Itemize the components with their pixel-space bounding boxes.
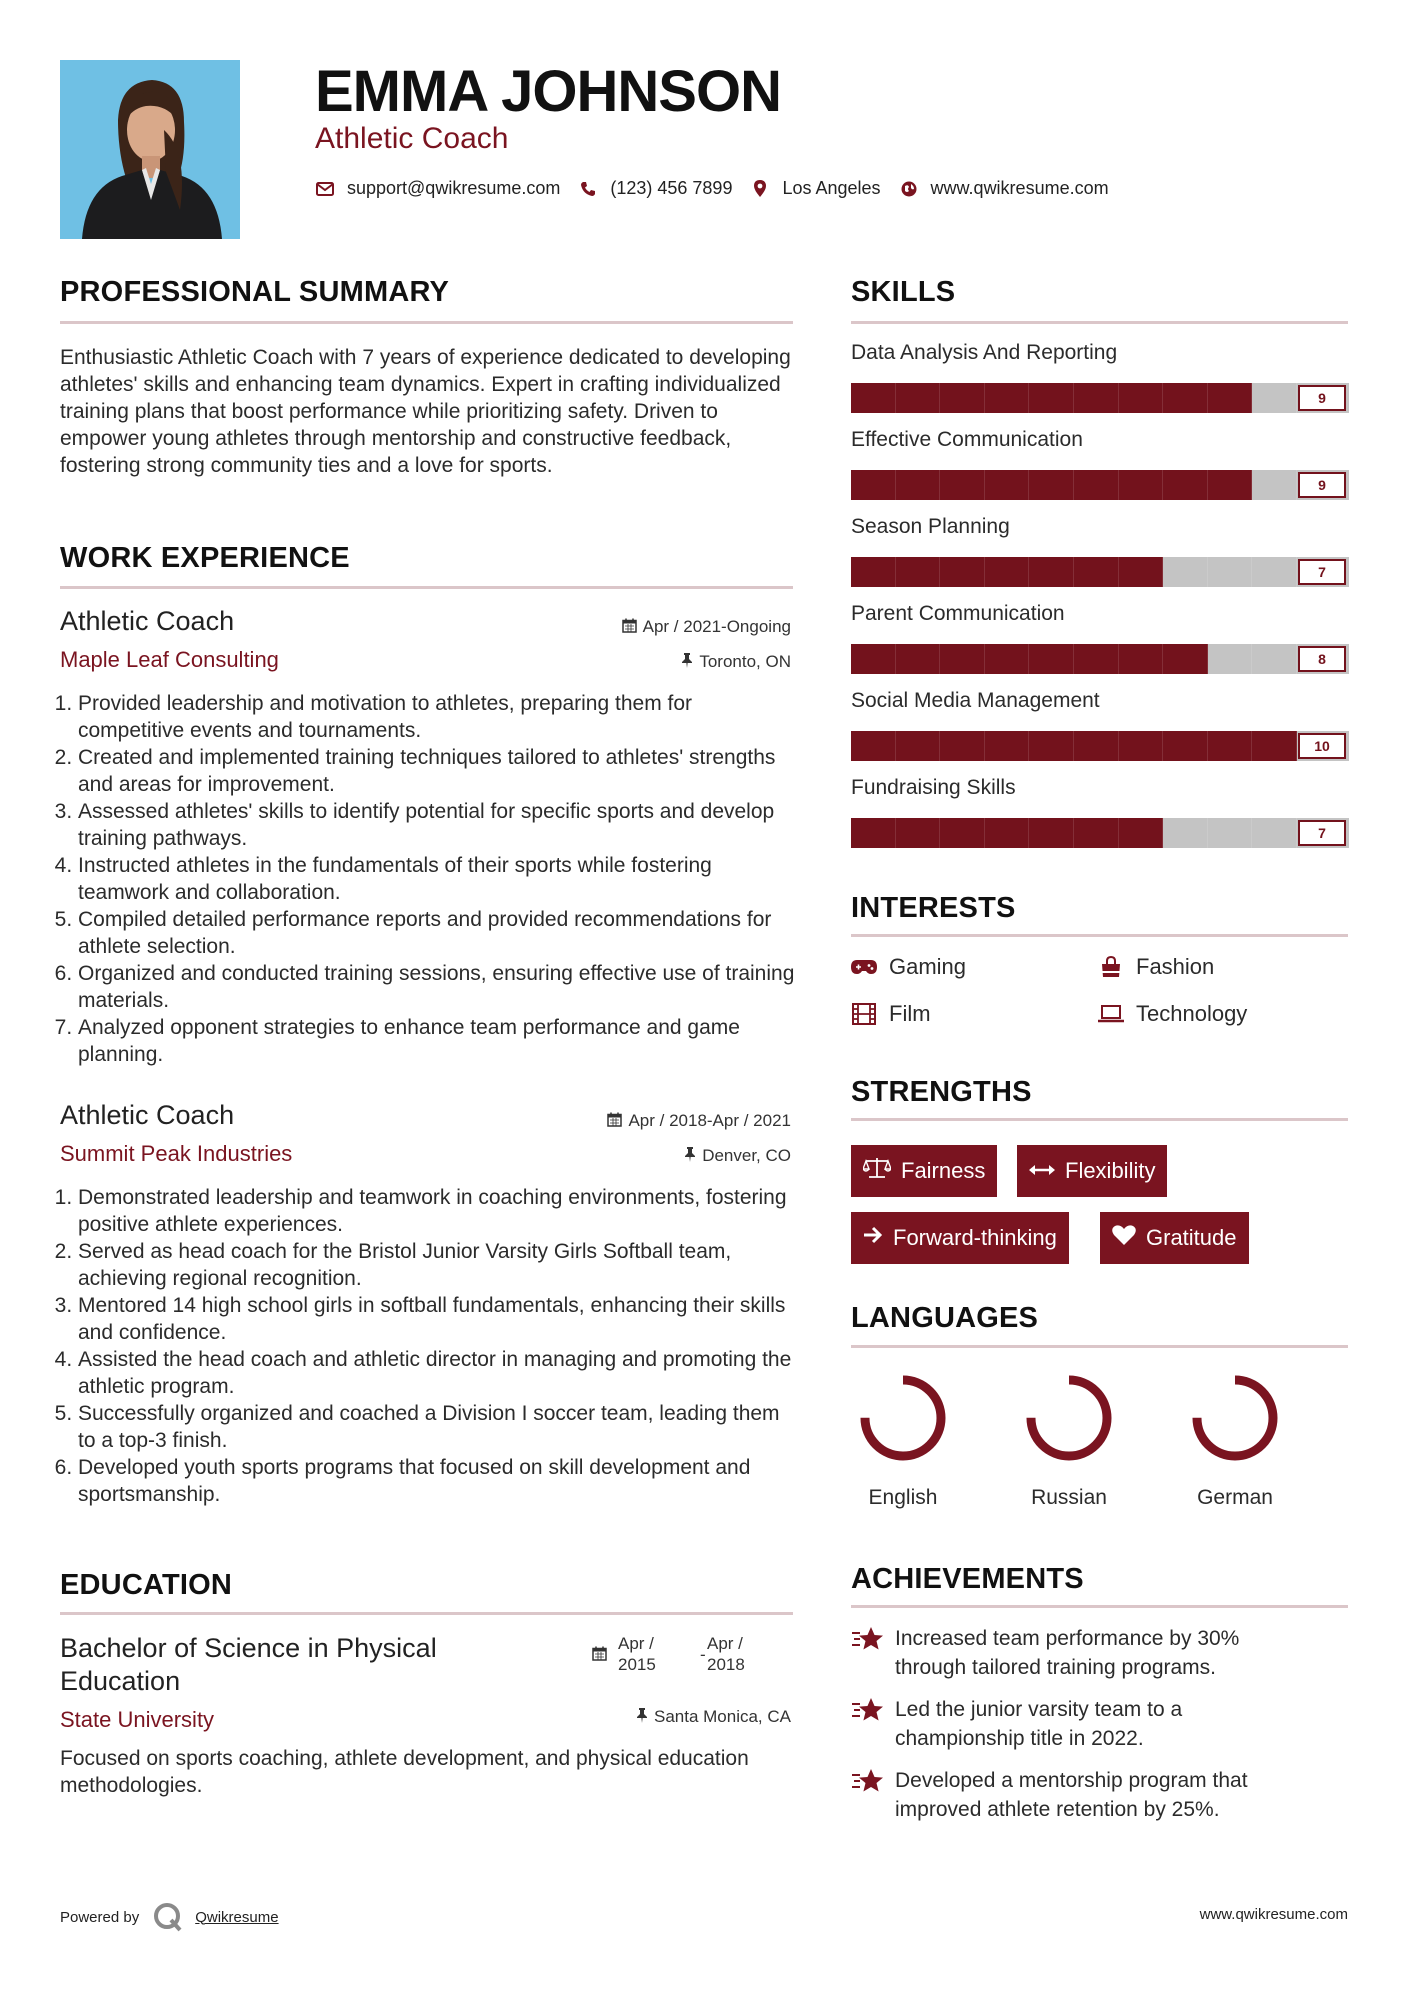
skill-bar-segment bbox=[940, 731, 985, 761]
list-item: 6. Organized and conducted training sessions, ensuring effective use of training materials. bbox=[78, 960, 795, 1014]
skill-bar bbox=[851, 557, 1349, 587]
powered-by-label: Powered by bbox=[60, 1908, 140, 1926]
job-location-text: Toronto, ON bbox=[699, 652, 791, 671]
degree-title bbox=[60, 1632, 437, 1698]
language-label: German bbox=[1197, 1486, 1273, 1509]
list-item: 3. Mentored 14 high school girls in softball fundamentals, enhancing their skills and confidence. bbox=[78, 1292, 795, 1346]
job-location bbox=[684, 1146, 791, 1166]
skill-bar-segment bbox=[1163, 470, 1208, 500]
skill-bar-segment bbox=[1074, 383, 1119, 413]
skill-bar-segment bbox=[851, 383, 896, 413]
skill-bar-segment bbox=[1252, 731, 1297, 761]
strength-label: Fairness bbox=[901, 1158, 986, 1183]
skill-bar-segment bbox=[1074, 470, 1119, 500]
date-dash: - bbox=[700, 1645, 706, 1664]
calendar-icon bbox=[622, 618, 637, 637]
skill-bar-segment bbox=[1074, 644, 1119, 674]
skill-name: Social Media Management bbox=[851, 689, 1100, 712]
skill-bar-segment bbox=[896, 644, 941, 674]
skill-bar-segment bbox=[985, 818, 1030, 848]
interest-item bbox=[1098, 1001, 1247, 1027]
skill-bar-segment bbox=[940, 557, 985, 587]
language-level-ring bbox=[1024, 1373, 1114, 1463]
job-duties bbox=[60, 1184, 795, 1508]
list-item: 5. Successfully organized and coached a Division I soccer team, leading them to a top-3 finish. bbox=[78, 1400, 795, 1454]
skill-bar-segment bbox=[940, 644, 985, 674]
contact-bar bbox=[315, 178, 1127, 199]
achievements-heading: ACHIEVEMENTS bbox=[851, 1563, 1084, 1595]
strength-badge bbox=[1100, 1212, 1249, 1264]
portrait-image bbox=[60, 60, 240, 239]
list-item: 1. Demonstrated leadership and teamwork in coaching environments, fostering positive athlete experiences. bbox=[78, 1184, 795, 1238]
skill-score: 9 bbox=[1298, 385, 1346, 411]
achievement-item bbox=[851, 1624, 1239, 1682]
thumbtack-icon bbox=[684, 1147, 696, 1166]
skill-bar-segment bbox=[1029, 644, 1074, 674]
star-icon bbox=[851, 1626, 895, 1659]
thumbtack-icon bbox=[681, 653, 693, 672]
skill-name: Effective Communication bbox=[851, 428, 1083, 451]
skill-bar bbox=[851, 731, 1349, 761]
skill-bar-segment bbox=[1208, 470, 1253, 500]
skill-bar-segment bbox=[851, 470, 896, 500]
list-item: 1. Provided leadership and motivation to athletes, preparing them for competitive events and tournaments. bbox=[78, 690, 795, 744]
skill-score: 8 bbox=[1298, 646, 1346, 672]
skill-bar-segment bbox=[896, 470, 941, 500]
experience-heading: WORK EXPERIENCE bbox=[60, 542, 350, 574]
skill-bar-segment bbox=[985, 557, 1030, 587]
qwikresume-link[interactable]: Qwikresume bbox=[195, 1908, 279, 1926]
contact-location: Los Angeles bbox=[782, 178, 881, 198]
list-item: 3. Assessed athletes' skills to identify potential for specific sports and develop training pathways. bbox=[78, 798, 795, 852]
skill-bar-segment bbox=[851, 731, 896, 761]
school-location-text: Santa Monica, CA bbox=[653, 1707, 791, 1726]
achievement-line: improved athlete retention by 25%. bbox=[895, 1798, 1220, 1821]
skill-bar-segment bbox=[896, 818, 941, 848]
skill-bar-segment bbox=[985, 383, 1030, 413]
job-location bbox=[681, 652, 791, 672]
language-label: English bbox=[868, 1486, 938, 1509]
qwikresume-logo-icon bbox=[153, 1902, 183, 1932]
skill-bar-segment bbox=[1208, 731, 1253, 761]
skill-bar-segment bbox=[985, 731, 1030, 761]
language-level-ring bbox=[1190, 1373, 1280, 1463]
job-dates bbox=[607, 1111, 791, 1131]
skill-score: 10 bbox=[1298, 733, 1346, 759]
language-level-arc bbox=[1031, 1380, 1107, 1456]
candidate-role: Athletic Coach bbox=[315, 122, 509, 155]
skill-bar-segment bbox=[940, 383, 985, 413]
skill-name: Fundraising Skills bbox=[851, 776, 1016, 799]
job-company: Maple Leaf Consulting bbox=[60, 647, 279, 672]
list-item: 2. Served as head coach for the Bristol Junior Varsity Girls Softball team, achieving regional recognition. bbox=[78, 1238, 795, 1292]
interests-divider bbox=[851, 934, 1348, 937]
school-name: State University bbox=[60, 1707, 215, 1732]
strengths-heading: STRENGTHS bbox=[851, 1076, 1032, 1108]
skill-name: Season Planning bbox=[851, 515, 1010, 538]
strength-label: Forward-thinking bbox=[893, 1225, 1057, 1250]
skill-bar-segment bbox=[1252, 383, 1297, 413]
skill-bar-segment bbox=[1252, 470, 1297, 500]
strengths-divider bbox=[851, 1118, 1348, 1121]
calendar-icon bbox=[607, 1112, 622, 1131]
interest-label: Gaming bbox=[889, 954, 967, 979]
list-item: 5. Compiled detailed performance reports and provided recommendations for athlete selection. bbox=[78, 906, 795, 960]
skill-bar-segment bbox=[940, 470, 985, 500]
film-icon bbox=[851, 1003, 877, 1025]
skills-heading: SKILLS bbox=[851, 276, 956, 308]
job-location-text: Denver, CO bbox=[702, 1146, 791, 1165]
interest-label: Technology bbox=[1136, 1001, 1248, 1026]
skill-bar-segment bbox=[1119, 557, 1164, 587]
skill-bar-segment bbox=[1252, 557, 1297, 587]
skill-bar-segment bbox=[1029, 731, 1074, 761]
skill-bar-segment bbox=[1119, 470, 1164, 500]
shopping-bag-icon bbox=[1098, 956, 1124, 978]
end-year: 2018 bbox=[707, 1655, 745, 1674]
skill-bar-segment bbox=[1029, 818, 1074, 848]
strength-badge bbox=[851, 1212, 1069, 1264]
footer-powered-by bbox=[60, 1902, 279, 1932]
skill-bar bbox=[851, 818, 1349, 848]
experience-divider bbox=[60, 586, 793, 589]
skill-bar-segment bbox=[940, 818, 985, 848]
school-location bbox=[636, 1707, 791, 1727]
skill-bar-segment bbox=[851, 644, 896, 674]
envelope-icon bbox=[315, 182, 335, 196]
skill-bar-segment bbox=[1074, 818, 1119, 848]
education-start-date bbox=[618, 1633, 656, 1675]
arrows-h-icon bbox=[1029, 1160, 1055, 1183]
strength-label: Flexibility bbox=[1065, 1158, 1156, 1183]
skill-bar-segment bbox=[1163, 557, 1208, 587]
skill-bar-segment bbox=[851, 818, 896, 848]
degree-line-1: Bachelor of Science in Physical bbox=[60, 1633, 437, 1663]
list-item: 4. Instructed athletes in the fundamentals of their sports while fostering teamwork and collaboration. bbox=[78, 852, 795, 906]
skill-bar-segment bbox=[1163, 818, 1208, 848]
calendar-icon bbox=[592, 1646, 607, 1666]
skills-divider bbox=[851, 321, 1348, 324]
arrow-right-icon bbox=[863, 1226, 883, 1250]
skill-bar-segment bbox=[1163, 644, 1208, 674]
achievement-line: Developed a mentorship program that bbox=[895, 1769, 1248, 1792]
skill-bar-segment bbox=[1074, 557, 1119, 587]
summary-heading: PROFESSIONAL SUMMARY bbox=[60, 276, 450, 308]
job-dates-text: Apr / 2021-Ongoing bbox=[642, 617, 791, 636]
star-icon bbox=[851, 1697, 895, 1730]
skill-score: 9 bbox=[1298, 472, 1346, 498]
interest-item bbox=[851, 954, 966, 980]
summary-divider bbox=[60, 321, 793, 324]
language-level-arc bbox=[1197, 1380, 1273, 1456]
skill-bar-segment bbox=[985, 470, 1030, 500]
heart-icon bbox=[1112, 1225, 1136, 1251]
list-item: 4. Assisted the head coach and athletic director in managing and promoting the athletic program. bbox=[78, 1346, 795, 1400]
achievements-divider bbox=[851, 1605, 1348, 1608]
skill-bar-segment bbox=[851, 557, 896, 587]
skill-bar-segment bbox=[1208, 644, 1253, 674]
achievement-item bbox=[851, 1695, 1182, 1753]
degree-line-2: Education bbox=[60, 1666, 181, 1696]
star-icon bbox=[851, 1768, 895, 1801]
skill-score: 7 bbox=[1298, 559, 1346, 585]
language-label: Russian bbox=[1031, 1486, 1107, 1509]
achievement-line: championship title in 2022. bbox=[895, 1727, 1144, 1750]
skill-name: Data Analysis And Reporting bbox=[851, 341, 1118, 364]
skill-bar-segment bbox=[1252, 644, 1297, 674]
education-divider bbox=[60, 1612, 793, 1615]
interest-item bbox=[1098, 954, 1214, 980]
contact-email[interactable]: support@qwikresume.com bbox=[347, 178, 561, 198]
job-title: Athletic Coach bbox=[60, 606, 235, 636]
achievement-line: Led the junior varsity team to a bbox=[895, 1698, 1183, 1721]
interests-heading: INTERESTS bbox=[851, 892, 1016, 924]
skill-bar-segment bbox=[1119, 731, 1164, 761]
education-end-date bbox=[707, 1633, 745, 1675]
footer-url[interactable]: www.qwikresume.com bbox=[1199, 1906, 1348, 1923]
skill-bar-segment bbox=[1074, 731, 1119, 761]
candidate-name: EMMA JOHNSON bbox=[315, 59, 781, 124]
skill-bar-segment bbox=[1208, 383, 1253, 413]
start-month: Apr / bbox=[618, 1634, 654, 1653]
strength-badge bbox=[851, 1145, 997, 1197]
skill-bar-segment bbox=[1029, 383, 1074, 413]
strength-badge bbox=[1017, 1145, 1167, 1197]
skill-name: Parent Communication bbox=[851, 602, 1065, 625]
profile-photo bbox=[60, 60, 240, 239]
job-duties bbox=[60, 690, 795, 1068]
list-item: 7. Analyzed opponent strategies to enhance team performance and game planning. bbox=[78, 1014, 795, 1068]
skill-bar-segment bbox=[1163, 731, 1208, 761]
thumbtack-icon bbox=[636, 1708, 648, 1727]
skill-bar-segment bbox=[1208, 557, 1253, 587]
skill-bar-segment bbox=[1029, 470, 1074, 500]
languages-divider bbox=[851, 1345, 1348, 1348]
skill-bar-segment bbox=[896, 383, 941, 413]
skill-score: 7 bbox=[1298, 820, 1346, 846]
end-month: Apr / bbox=[707, 1634, 743, 1653]
language-level-arc bbox=[865, 1380, 941, 1456]
contact-phone[interactable]: (123) 456 7899 bbox=[610, 178, 733, 198]
gamepad-icon bbox=[851, 960, 877, 974]
map-pin-icon bbox=[750, 180, 770, 197]
skill-bar-segment bbox=[985, 644, 1030, 674]
education-heading: EDUCATION bbox=[60, 1569, 233, 1601]
skill-bar-segment bbox=[896, 557, 941, 587]
skill-bar bbox=[851, 644, 1349, 674]
job-dates bbox=[622, 617, 791, 637]
interest-item bbox=[851, 1001, 931, 1027]
skill-bar bbox=[851, 383, 1349, 413]
skill-bar-segment bbox=[1119, 818, 1164, 848]
languages-heading: LANGUAGES bbox=[851, 1302, 1039, 1334]
language-level-ring bbox=[858, 1373, 948, 1463]
summary-text: Enthusiastic Athletic Coach with 7 years of experience dedicated to developing athletes' skills and enhancing team dynamics. Expert in crafting individualized training plans that boost performance while prioritizing safety. Driven to empower young athletes through mentorship and constructive feedback, fostering strong community ties and a love for sports. bbox=[60, 346, 791, 477]
achievement-item bbox=[851, 1766, 1248, 1824]
interest-label: Fashion bbox=[1136, 954, 1215, 979]
list-item: 6. Developed youth sports programs that focused on skill development and sportsmanship. bbox=[78, 1454, 795, 1508]
balance-scale-icon bbox=[863, 1157, 891, 1185]
skill-bar-segment bbox=[1208, 818, 1253, 848]
skill-bar-segment bbox=[1252, 818, 1297, 848]
skill-bar-segment bbox=[1119, 383, 1164, 413]
job-dates-text: Apr / 2018-Apr / 2021 bbox=[628, 1111, 791, 1130]
achievement-line: through tailored training programs. bbox=[895, 1656, 1217, 1679]
skill-bar bbox=[851, 470, 1349, 500]
skill-bar-segment bbox=[896, 731, 941, 761]
job-company: Summit Peak Industries bbox=[60, 1141, 293, 1166]
globe-icon bbox=[899, 181, 919, 197]
contact-website[interactable]: www.qwikresume.com bbox=[930, 178, 1109, 198]
education-description: Focused on sports coaching, athlete development, and physical education methodologies. bbox=[60, 1747, 749, 1797]
list-item: 2. Created and implemented training techniques tailored to athletes' strengths and areas for improvement. bbox=[78, 744, 795, 798]
start-year: 2015 bbox=[618, 1655, 656, 1674]
skill-bar-segment bbox=[1163, 383, 1208, 413]
strength-label: Gratitude bbox=[1146, 1225, 1237, 1250]
interest-label: Film bbox=[889, 1001, 931, 1026]
skill-bar-segment bbox=[1119, 644, 1164, 674]
skill-bar-segment bbox=[1029, 557, 1074, 587]
phone-icon bbox=[578, 181, 598, 197]
achievement-line: Increased team performance by 30% bbox=[895, 1627, 1240, 1650]
job-title: Athletic Coach bbox=[60, 1100, 235, 1130]
laptop-icon bbox=[1098, 1005, 1124, 1023]
